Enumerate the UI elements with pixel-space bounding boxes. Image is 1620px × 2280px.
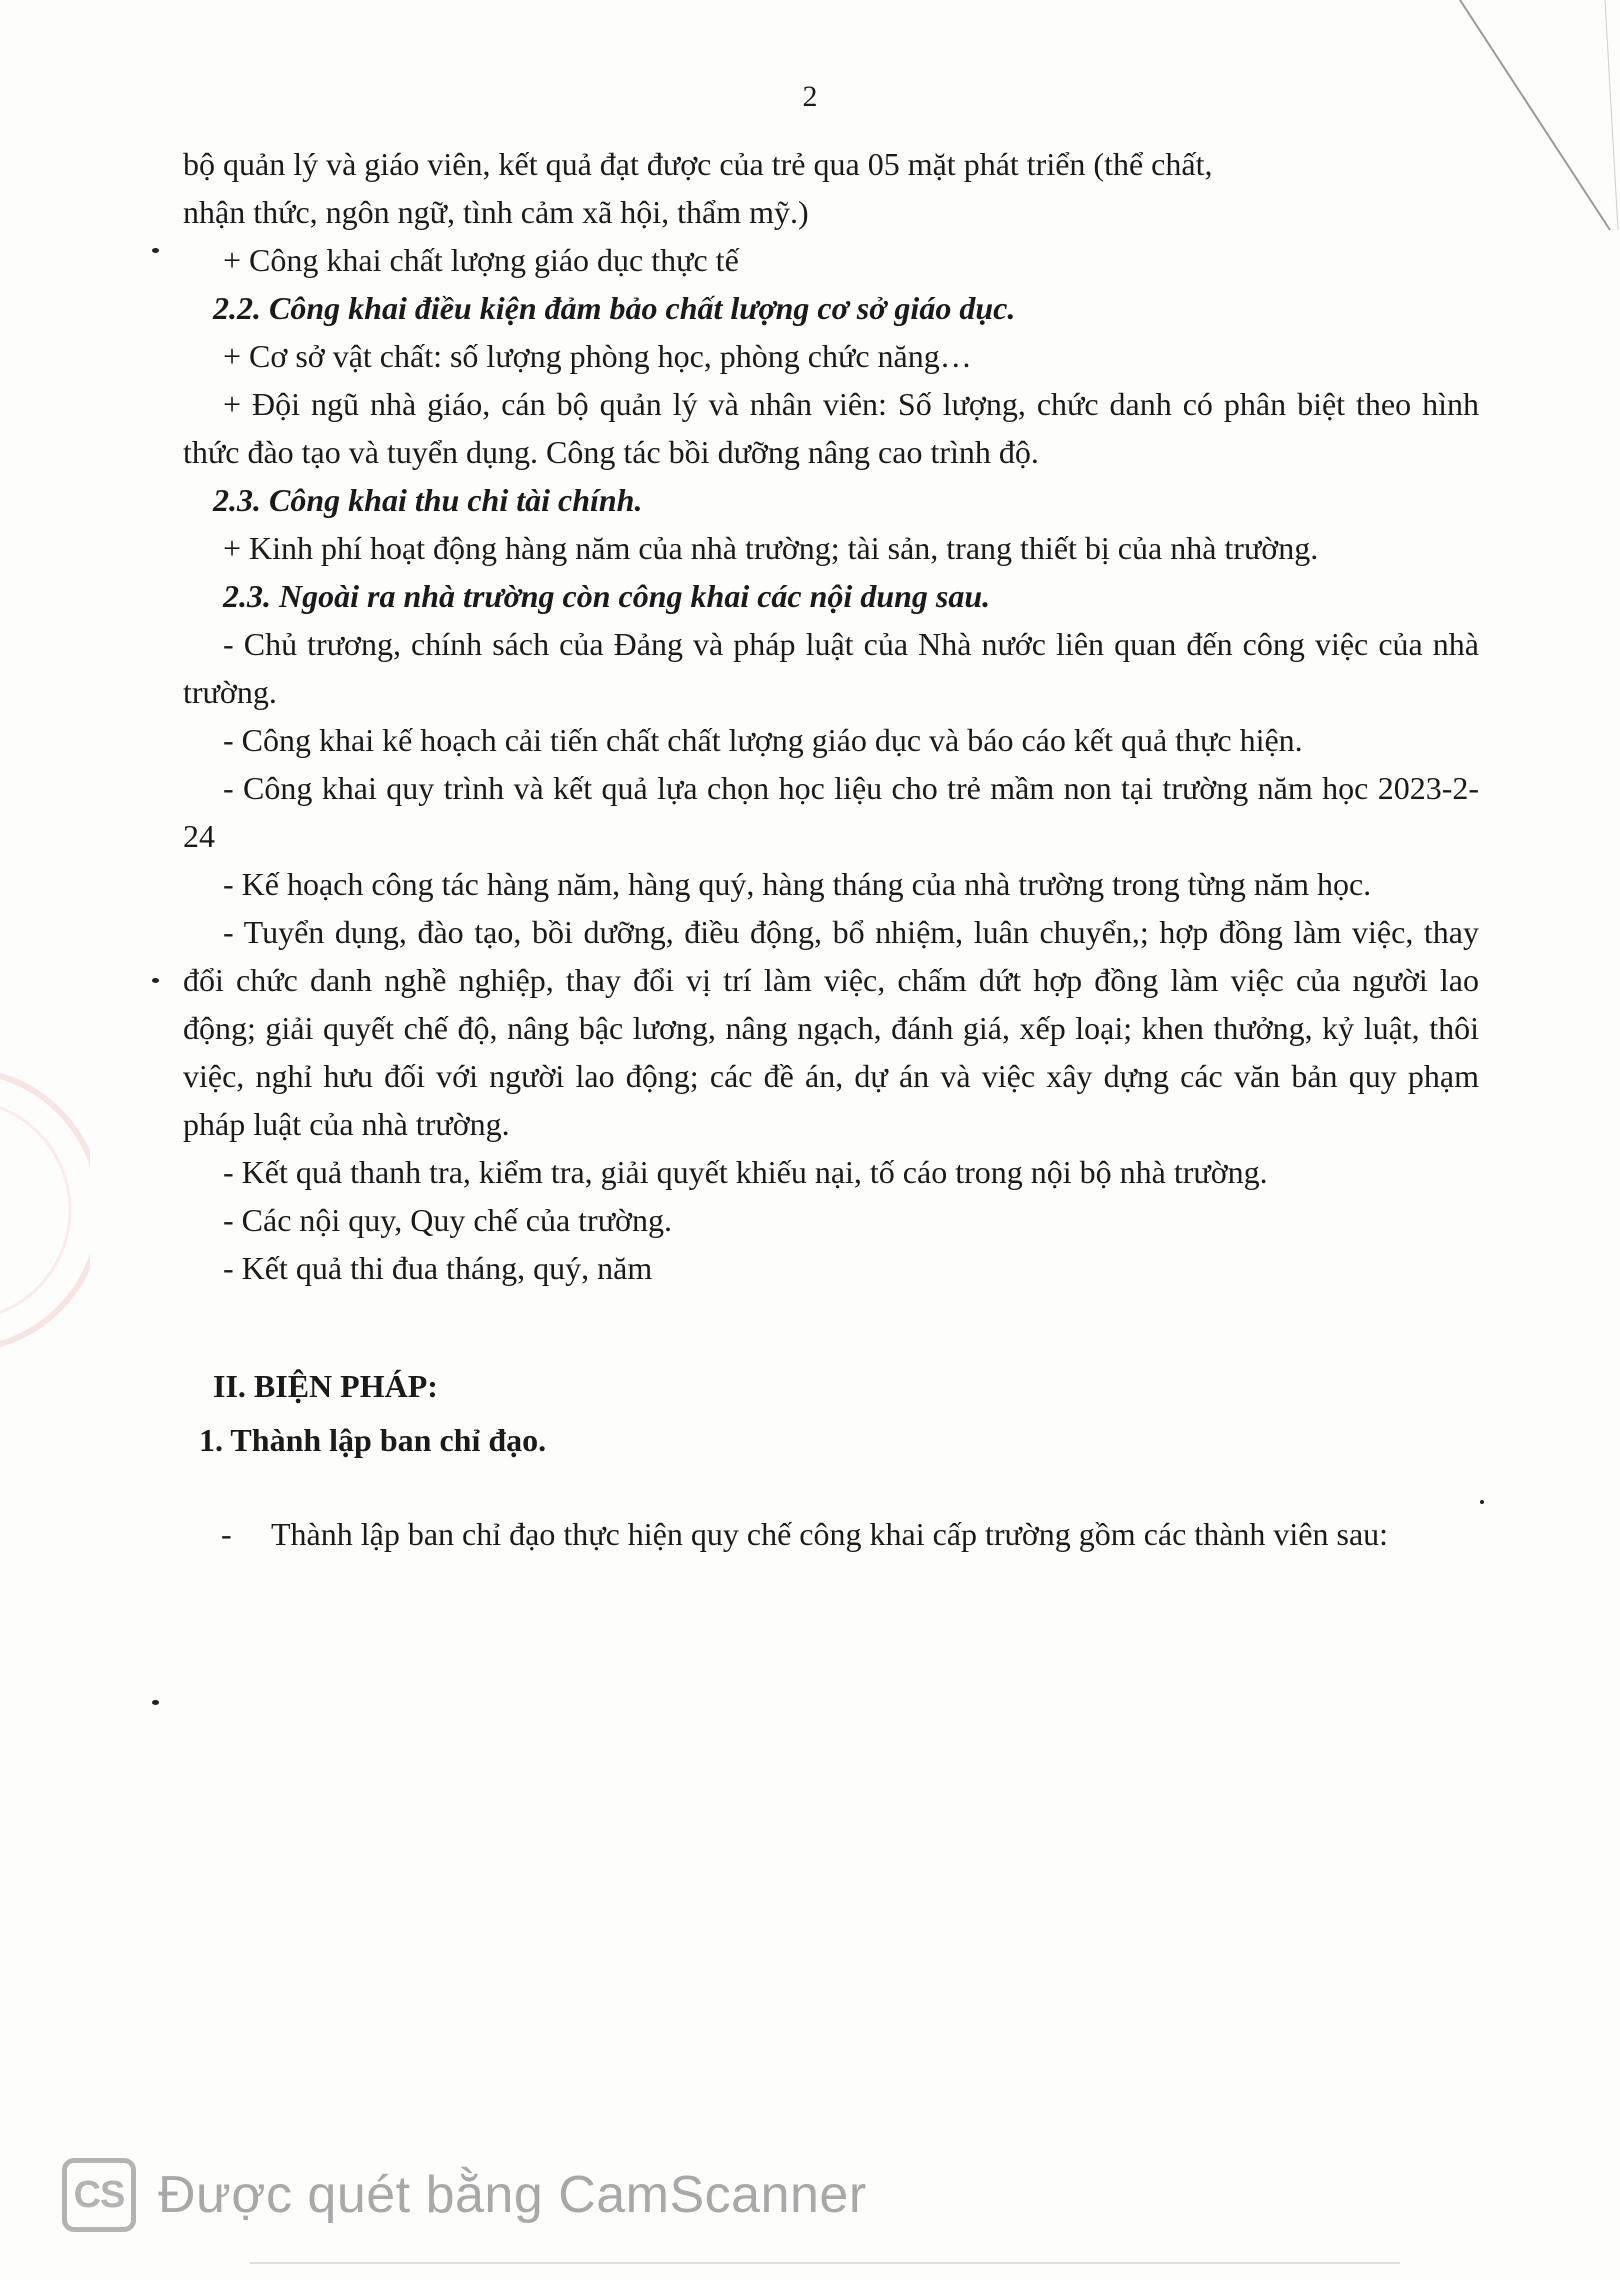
dash-bullet: - [221, 1516, 232, 1552]
list-item: - Kế hoạch công tác hàng năm, hàng quý, hàng tháng của nhà trường trong từng năm học. [223, 866, 1372, 902]
list-item: - Công khai kế hoạch cải tiến chất chất lượng giáo dục và báo cáo kết quả thực hiện. [223, 722, 1303, 758]
body-line: bộ quản lý và giáo viên, kết quả đạt được của trẻ qua 05 mặt phát triển (thể chất, [183, 146, 1213, 182]
section-ii-title: II. BIỆN PHÁP: [213, 1368, 438, 1404]
paragraph: + Đội ngũ nhà giáo, cán bộ quản lý và nhân viên: Số lượng, chức danh có phân biệt theo hình thức đào tạo và tuyển dụng. Công tác bồi dưỡng nâng cao trình độ. [183, 386, 1479, 470]
scan-speck [1480, 1500, 1484, 1504]
scan-bottom-edge [250, 2262, 1400, 2264]
list-item: - Công khai quy trình và kết quả lựa chọn học liệu cho trẻ mầm non tại trường năm học 2023-2-24 [183, 770, 1479, 854]
scan-speck [152, 248, 159, 253]
heading-2-3-finance: 2.3. Công khai thu chi tài chính. [213, 482, 643, 518]
list-item: - Kết quả thi đua tháng, quý, năm [223, 1250, 653, 1286]
scan-speck [152, 978, 159, 983]
list-item: - Các nội quy, Quy chế của trường. [223, 1202, 672, 1238]
watermark-text: Được quét bằng CamScanner [158, 2166, 867, 2224]
faint-stamp-bleed [0, 1040, 90, 1380]
body-line: + Công khai chất lượng giáo dục thực tế [223, 242, 739, 278]
section-ii-subtitle: 1. Thành lập ban chỉ đạo. [199, 1422, 547, 1458]
body-line: nhận thức, ngôn ngữ, tình cảm xã hội, thẩm mỹ.) [183, 194, 809, 230]
section-ii-item-text: Thành lập ban chỉ đạo thực hiện quy chế công khai cấp trường gồm các thành viên sau: [271, 1516, 1389, 1552]
list-item: - Tuyển dụng, đào tạo, bồi dưỡng, điều động, bổ nhiệm, luân chuyển,; hợp đồng làm việc, thay đổi chức danh nghề nghiệp, thay đổi vị trí làm việc, chấm dứt hợp đồng làm việc của người lao động; giải quyết chế độ, nâng bậc lương, nâng ngạch, đánh giá, xếp loại; khen thưởng, kỷ luật, thôi việc, nghỉ hưu đối với người lao động; các đề án, dự án và việc xây dựng các văn bản quy phạm pháp luật của nhà trường. [183, 914, 1479, 1142]
paragraph: + Kinh phí hoạt động hàng năm của nhà trường; tài sản, trang thiết bị của nhà trường. [223, 530, 1319, 566]
document-body [183, 140, 1479, 1558]
list-item: - Kết quả thanh tra, kiểm tra, giải quyết khiếu nại, tố cáo trong nội bộ nhà trường. [223, 1154, 1268, 1190]
heading-2-2: 2.2. Công khai điều kiện đảm bảo chất lượng cơ sở giáo dục. [213, 290, 1016, 326]
body-line: + Cơ sở vật chất: số lượng phòng học, phòng chức năng… [223, 338, 972, 374]
camscanner-logo-icon: CS [62, 2158, 136, 2232]
heading-2-3-other: 2.3. Ngoài ra nhà trường còn công khai các nội dung sau. [223, 578, 991, 614]
page-number: 2 [802, 80, 818, 113]
scan-speck [152, 1700, 159, 1705]
section-ii-item [183, 1510, 1479, 1558]
camscanner-watermark [62, 2158, 867, 2232]
list-item: - Chủ trương, chính sách của Đảng và pháp luật của Nhà nước liên quan đến công việc của nhà trường. [183, 626, 1479, 710]
